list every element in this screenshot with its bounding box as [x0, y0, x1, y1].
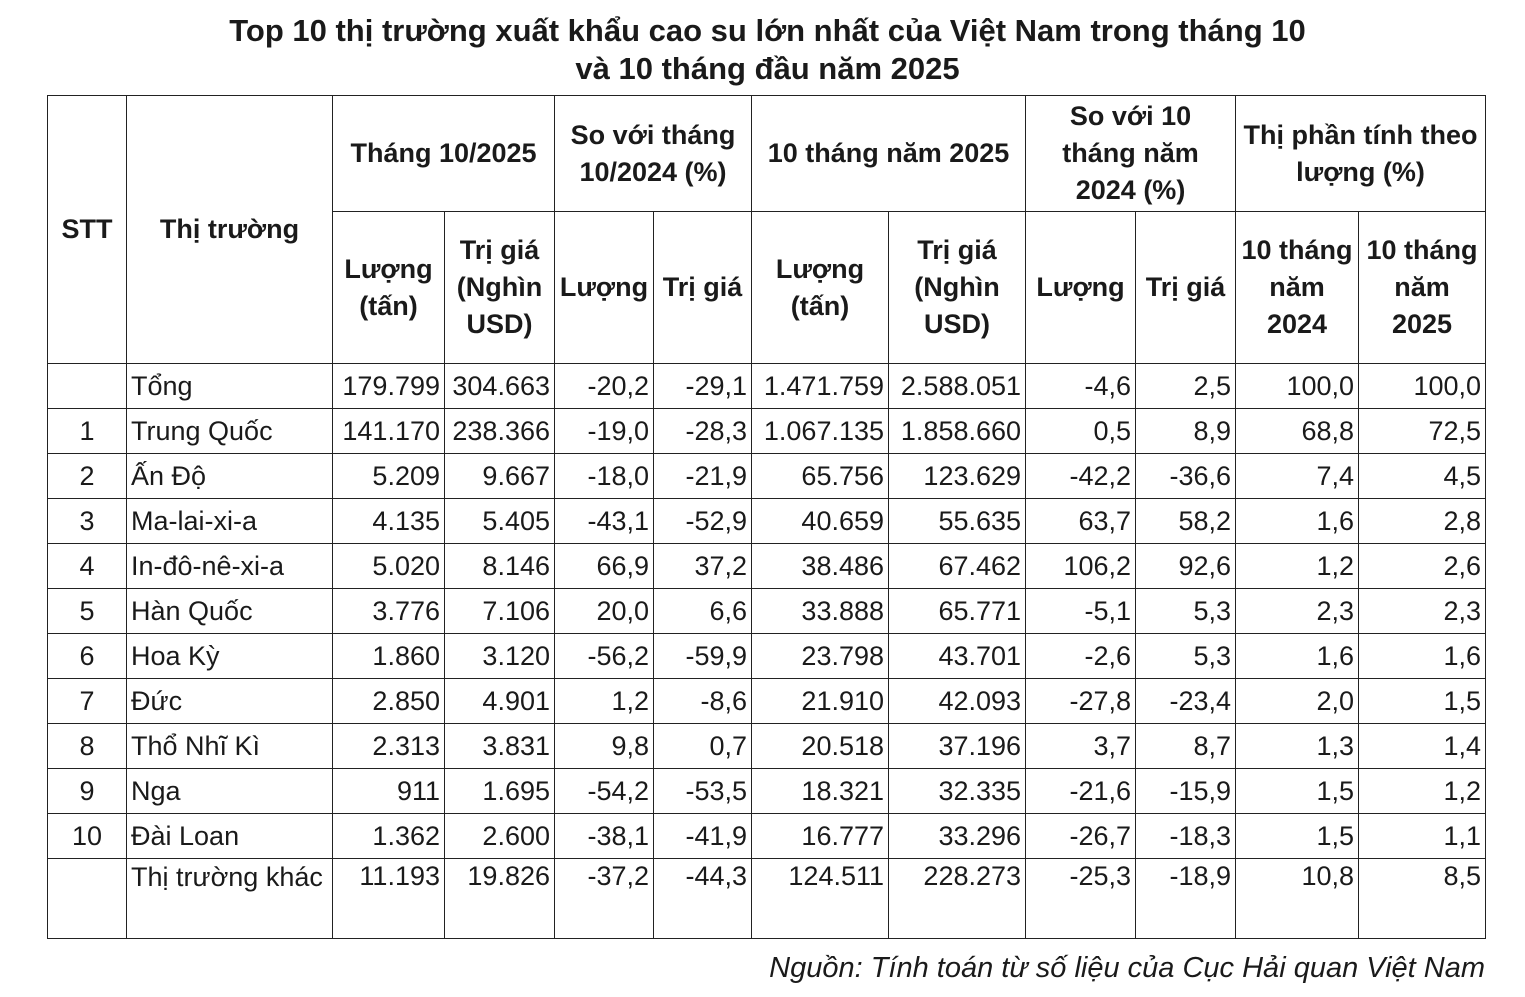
- cell-vs-month-value: 37,2: [654, 544, 752, 589]
- cell-month-value: 5.405: [445, 499, 555, 544]
- cell-vs-ytd-value: -23,4: [1136, 679, 1236, 724]
- cell-ytd-volume: 18.321: [752, 769, 889, 814]
- cell-share-2024: 1,3: [1236, 724, 1359, 769]
- cell-ytd-value: 43.701: [889, 634, 1026, 679]
- cell-month-volume: 11.193: [333, 859, 445, 939]
- header-ytd-value: Trị giá (Nghìn USD): [889, 212, 1026, 364]
- cell-vs-ytd-value: 5,3: [1136, 634, 1236, 679]
- cell-market: Tổng: [127, 364, 333, 409]
- cell-vs-month-volume: -19,0: [555, 409, 654, 454]
- cell-market: Hoa Kỳ: [127, 634, 333, 679]
- cell-vs-month-value: -44,3: [654, 859, 752, 939]
- cell-stt: [48, 364, 127, 409]
- cell-ytd-value: 65.771: [889, 589, 1026, 634]
- header-market: Thị trường: [127, 96, 333, 364]
- cell-share-2025: 1,4: [1359, 724, 1486, 769]
- cell-share-2024: 7,4: [1236, 454, 1359, 499]
- header-month-value: Trị giá (Nghìn USD): [445, 212, 555, 364]
- cell-vs-ytd-volume: 63,7: [1026, 499, 1136, 544]
- cell-vs-ytd-value: 8,7: [1136, 724, 1236, 769]
- cell-share-2025: 1,1: [1359, 814, 1486, 859]
- cell-stt: 3: [48, 499, 127, 544]
- cell-share-2024: 1,6: [1236, 634, 1359, 679]
- header-ytd-group: 10 tháng năm 2025: [752, 96, 1026, 212]
- header-stt: STT: [48, 96, 127, 364]
- cell-month-value: 2.600: [445, 814, 555, 859]
- cell-ytd-volume: 1.067.135: [752, 409, 889, 454]
- cell-market: Thị trường khác: [127, 859, 333, 939]
- cell-share-2025: 72,5: [1359, 409, 1486, 454]
- table-row: [48, 409, 1486, 454]
- cell-vs-ytd-volume: -25,3: [1026, 859, 1136, 939]
- header-vs-ytd-volume: Lượng: [1026, 212, 1136, 364]
- cell-ytd-value: 42.093: [889, 679, 1026, 724]
- cell-stt: 10: [48, 814, 127, 859]
- cell-month-value: 3.831: [445, 724, 555, 769]
- cell-vs-ytd-value: 5,3: [1136, 589, 1236, 634]
- cell-vs-month-volume: 66,9: [555, 544, 654, 589]
- cell-vs-month-volume: 20,0: [555, 589, 654, 634]
- cell-vs-ytd-volume: -42,2: [1026, 454, 1136, 499]
- cell-vs-ytd-value: -36,6: [1136, 454, 1236, 499]
- cell-ytd-volume: 33.888: [752, 589, 889, 634]
- cell-market: Trung Quốc: [127, 409, 333, 454]
- cell-vs-month-value: -52,9: [654, 499, 752, 544]
- cell-market: Thổ Nhĩ Kì: [127, 724, 333, 769]
- cell-vs-ytd-volume: -27,8: [1026, 679, 1136, 724]
- cell-market: Nga: [127, 769, 333, 814]
- cell-market: Ma-lai-xi-a: [127, 499, 333, 544]
- cell-vs-month-value: -21,9: [654, 454, 752, 499]
- cell-stt: 4: [48, 544, 127, 589]
- cell-share-2024: 100,0: [1236, 364, 1359, 409]
- header-month-volume: Lượng (tấn): [333, 212, 445, 364]
- table-body: [48, 364, 1486, 939]
- table-row: [48, 814, 1486, 859]
- cell-ytd-value: 33.296: [889, 814, 1026, 859]
- header-vs-month-value: Trị giá: [654, 212, 752, 364]
- cell-share-2025: 4,5: [1359, 454, 1486, 499]
- table-row: [48, 364, 1486, 409]
- cell-ytd-value: 1.858.660: [889, 409, 1026, 454]
- header-share-group: Thị phần tính theo lượng (%): [1236, 96, 1486, 212]
- cell-ytd-volume: 21.910: [752, 679, 889, 724]
- cell-vs-ytd-value: 58,2: [1136, 499, 1236, 544]
- cell-share-2024: 1,6: [1236, 499, 1359, 544]
- cell-stt: 1: [48, 409, 127, 454]
- cell-vs-month-value: -29,1: [654, 364, 752, 409]
- cell-market: In-đô-nê-xi-a: [127, 544, 333, 589]
- cell-share-2025: 1,6: [1359, 634, 1486, 679]
- cell-share-2025: 1,5: [1359, 679, 1486, 724]
- title-line-1: Top 10 thị trường xuất khẩu cao su lớn nhất của Việt Nam trong tháng 10: [229, 13, 1306, 48]
- cell-ytd-volume: 124.511: [752, 859, 889, 939]
- cell-ytd-value: 2.588.051: [889, 364, 1026, 409]
- export-table: [47, 95, 1486, 939]
- cell-month-value: 8.146: [445, 544, 555, 589]
- cell-vs-ytd-volume: 106,2: [1026, 544, 1136, 589]
- cell-month-volume: 2.850: [333, 679, 445, 724]
- table-title: [0, 12, 1525, 88]
- cell-ytd-value: 55.635: [889, 499, 1026, 544]
- table-row: [48, 589, 1486, 634]
- cell-share-2025: 100,0: [1359, 364, 1486, 409]
- header-month-group: Tháng 10/2025: [333, 96, 555, 212]
- cell-month-volume: 141.170: [333, 409, 445, 454]
- cell-share-2025: 2,3: [1359, 589, 1486, 634]
- cell-month-value: 4.901: [445, 679, 555, 724]
- cell-ytd-volume: 23.798: [752, 634, 889, 679]
- cell-stt: 8: [48, 724, 127, 769]
- cell-vs-month-volume: 1,2: [555, 679, 654, 724]
- cell-ytd-volume: 16.777: [752, 814, 889, 859]
- cell-month-value: 7.106: [445, 589, 555, 634]
- cell-share-2024: 1,2: [1236, 544, 1359, 589]
- cell-ytd-value: 37.196: [889, 724, 1026, 769]
- cell-market: Đài Loan: [127, 814, 333, 859]
- cell-share-2024: 1,5: [1236, 769, 1359, 814]
- cell-share-2024: 10,8: [1236, 859, 1359, 939]
- title-line-2: và 10 tháng đầu năm 2025: [575, 51, 960, 86]
- cell-month-value: 238.366: [445, 409, 555, 454]
- source-note: Nguồn: Tính toán từ số liệu của Cục Hải quan Việt Nam: [769, 952, 1485, 984]
- cell-vs-ytd-volume: -2,6: [1026, 634, 1136, 679]
- table-row: [48, 859, 1486, 939]
- cell-month-volume: 5.020: [333, 544, 445, 589]
- cell-share-2025: 2,8: [1359, 499, 1486, 544]
- cell-market: Hàn Quốc: [127, 589, 333, 634]
- cell-stt: [48, 859, 127, 939]
- header-share-2024: 10 tháng năm 2024: [1236, 212, 1359, 364]
- cell-vs-month-volume: 9,8: [555, 724, 654, 769]
- cell-month-volume: 911: [333, 769, 445, 814]
- cell-vs-month-value: 0,7: [654, 724, 752, 769]
- table-row: [48, 769, 1486, 814]
- cell-ytd-volume: 38.486: [752, 544, 889, 589]
- cell-share-2024: 1,5: [1236, 814, 1359, 859]
- cell-share-2025: 1,2: [1359, 769, 1486, 814]
- cell-vs-ytd-value: 8,9: [1136, 409, 1236, 454]
- cell-vs-month-volume: -38,1: [555, 814, 654, 859]
- cell-vs-ytd-value: 2,5: [1136, 364, 1236, 409]
- cell-vs-ytd-value: -15,9: [1136, 769, 1236, 814]
- cell-ytd-volume: 40.659: [752, 499, 889, 544]
- header-vs-month-volume: Lượng: [555, 212, 654, 364]
- table-row: [48, 454, 1486, 499]
- cell-vs-month-volume: -43,1: [555, 499, 654, 544]
- cell-month-volume: 1.362: [333, 814, 445, 859]
- cell-stt: 9: [48, 769, 127, 814]
- cell-month-volume: 1.860: [333, 634, 445, 679]
- cell-stt: 7: [48, 679, 127, 724]
- cell-ytd-value: 32.335: [889, 769, 1026, 814]
- cell-share-2025: 8,5: [1359, 859, 1486, 939]
- cell-month-value: 1.695: [445, 769, 555, 814]
- cell-vs-month-value: 6,6: [654, 589, 752, 634]
- cell-share-2024: 2,3: [1236, 589, 1359, 634]
- cell-vs-month-volume: -18,0: [555, 454, 654, 499]
- cell-vs-month-volume: -54,2: [555, 769, 654, 814]
- cell-month-volume: 4.135: [333, 499, 445, 544]
- cell-vs-ytd-volume: -5,1: [1026, 589, 1136, 634]
- cell-vs-month-value: -41,9: [654, 814, 752, 859]
- cell-month-value: 19.826: [445, 859, 555, 939]
- cell-ytd-value: 228.273: [889, 859, 1026, 939]
- cell-vs-month-value: -28,3: [654, 409, 752, 454]
- cell-ytd-volume: 20.518: [752, 724, 889, 769]
- cell-ytd-value: 123.629: [889, 454, 1026, 499]
- cell-ytd-volume: 1.471.759: [752, 364, 889, 409]
- cell-vs-month-volume: -37,2: [555, 859, 654, 939]
- cell-share-2025: 2,6: [1359, 544, 1486, 589]
- table-row: [48, 724, 1486, 769]
- cell-month-volume: 179.799: [333, 364, 445, 409]
- cell-vs-ytd-value: -18,9: [1136, 859, 1236, 939]
- cell-market: Ấn Độ: [127, 454, 333, 499]
- table-row: [48, 544, 1486, 589]
- cell-vs-ytd-volume: 0,5: [1026, 409, 1136, 454]
- table-row: [48, 499, 1486, 544]
- header-share-2025: 10 tháng năm 2025: [1359, 212, 1486, 364]
- cell-vs-ytd-value: 92,6: [1136, 544, 1236, 589]
- cell-share-2024: 2,0: [1236, 679, 1359, 724]
- cell-vs-ytd-volume: -21,6: [1026, 769, 1136, 814]
- cell-share-2024: 68,8: [1236, 409, 1359, 454]
- cell-vs-ytd-volume: -4,6: [1026, 364, 1136, 409]
- header-vs-month-group: So với tháng 10/2024 (%): [555, 96, 752, 212]
- cell-month-volume: 3.776: [333, 589, 445, 634]
- cell-vs-month-volume: -56,2: [555, 634, 654, 679]
- header-ytd-volume: Lượng (tấn): [752, 212, 889, 364]
- cell-vs-month-value: -53,5: [654, 769, 752, 814]
- header-vs-ytd-value: Trị giá: [1136, 212, 1236, 364]
- cell-month-volume: 5.209: [333, 454, 445, 499]
- table-row: [48, 679, 1486, 724]
- cell-vs-ytd-volume: 3,7: [1026, 724, 1136, 769]
- cell-vs-ytd-value: -18,3: [1136, 814, 1236, 859]
- cell-month-value: 304.663: [445, 364, 555, 409]
- cell-month-value: 3.120: [445, 634, 555, 679]
- cell-stt: 5: [48, 589, 127, 634]
- cell-month-volume: 2.313: [333, 724, 445, 769]
- cell-ytd-volume: 65.756: [752, 454, 889, 499]
- header-vs-ytd-group: So với 10 tháng năm 2024 (%): [1026, 96, 1236, 212]
- table-row: [48, 634, 1486, 679]
- cell-market: Đức: [127, 679, 333, 724]
- cell-vs-month-value: -8,6: [654, 679, 752, 724]
- cell-ytd-value: 67.462: [889, 544, 1026, 589]
- cell-stt: 2: [48, 454, 127, 499]
- cell-vs-month-volume: -20,2: [555, 364, 654, 409]
- cell-stt: 6: [48, 634, 127, 679]
- cell-month-value: 9.667: [445, 454, 555, 499]
- cell-vs-month-value: -59,9: [654, 634, 752, 679]
- cell-vs-ytd-volume: -26,7: [1026, 814, 1136, 859]
